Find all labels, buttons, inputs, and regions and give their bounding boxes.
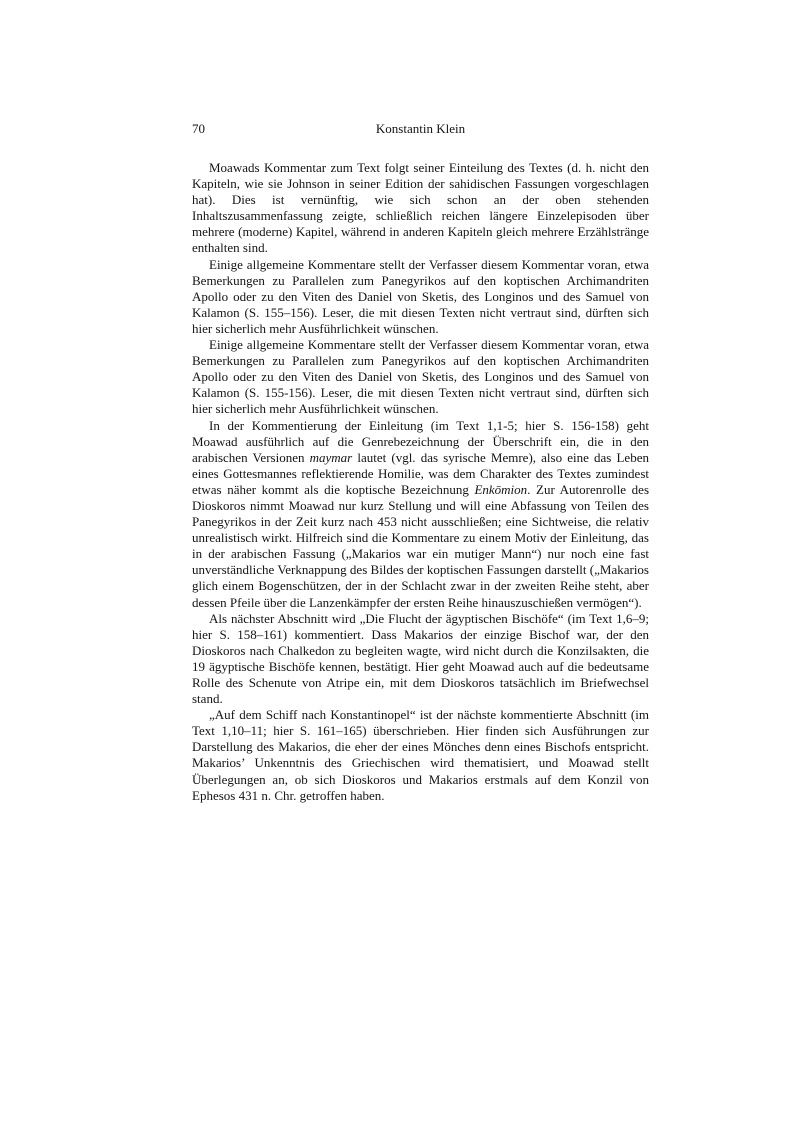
paragraph-3 <box>192 337 649 417</box>
paragraph-5 <box>192 611 649 708</box>
text-run: „Auf dem Schiff nach Konstantinopel“ ist der nächste kommentierte Abschnitt (im Text 1,10–11; hier S. 161–165) überschrieben. Hier finden sich Ausführungen zur Darstellung des Makarios, die eher der eines Mönches denn eines Bischofs entspricht. Makarios’ Unkenntnis des Griechischen wird thematisiert, und Moawad stellt Überlegungen an, ob sich Dioskoros und Makarios erstmals auf dem Konzil von Ephesos 431 n. Chr. getroffen haben. <box>192 707 649 803</box>
italic-term-enkomion: Enkōmion <box>474 481 528 497</box>
text-run: Moawads Kommentar zum Text folgt seiner Einteilung des Textes (d. h. nicht den Kapiteln, wie sie Johnson in seiner Edition der sahidischen Fassungen vorgeschlagen hat). Dies ist vernünftig, wie sich schon an der oben stehenden Inhaltszusammenfassung zeigte, schließlich reichen längere Einzelepisoden über mehrere (moderne) Kapitel, während in anderen Kapiteln gleich mehrere Erzählstränge enthalten sind. <box>192 160 649 256</box>
paragraph-1 <box>192 160 649 257</box>
text-run: lautet (vgl. das syrische Memre), also eine das Leben eines Gottesmannes reflektierende Homilie, was dem Charakter des Textes zumindest etwas näher kommt als die koptische Bezeichnung <box>192 449 649 497</box>
body-text <box>192 160 649 804</box>
page-number: 70 <box>192 121 205 136</box>
paragraph-2 <box>192 257 649 337</box>
text-run: Als nächster Abschnitt wird „Die Flucht der ägyptischen Bischöfe“ (im Text 1,6–9; hier S. 158–161) kommentiert. Dass Makarios der einzige Bischof war, der den Dioskoros nach Chalkedon zu begleiten wagte, wird nicht durch die Konzilsakten, die 19 ägyptische Bischöfe kennen, bestätigt. Hier geht Moawad auch auf die bedeutsame Rolle des Schenute von Atripe ein, mit dem Dioskoros tatsächlich im Briefwechsel stand. <box>192 610 649 707</box>
text-run: Einige allgemeine Kommentare stellt der Verfasser diesem Kommentar voran, etwa Bemerkungen zu Parallelen zum Panegyrikos auf den koptischen Archimandriten Apollo oder zu den Viten des Daniel von Sketis, des Longinos und des Samuel von Kalamon (S. 155–156). Leser, die mit diesen Texten nicht vertraut sind, dürften sich hier sicherlich mehr Ausführlichkeit wünschen. <box>192 256 649 336</box>
text-run: In der Kommentierung der Einleitung (im Text 1,1-5; hier S. 156-158) geht Moawad ausführlich auf die Genrebezeichnung der Überschrift ein, die in den arabischen Versionen <box>192 417 649 465</box>
text-run: . Zur Autorenrolle des Dioskoros nimmt Moawad nur kurz Stellung und will eine Abfassung von Teilen des Panegyrikos in der Zeit kurz nach 453 nicht ausschließen; eine Sichtweise, die relativ unrealistisch wirkt. Hilfreich sind die Kommentare zu einem Motiv der Einleitung, das in der arabischen Fassung („Makarios war ein mutiger Mann“) nur noch eine fast unverständliche Verknappung des Bildes der koptischen Fassungen darstellt („Makarios glich einem Bogenschützen, der in der Schlacht zwar in der zweiten Reihe steht, aber dessen Pfeile über die Lanzenkämpfer der ersten Reihe hinauszuschießen vermögen“). <box>192 481 649 610</box>
paragraph-6 <box>192 707 649 804</box>
text-block <box>192 121 649 804</box>
paragraph-4 <box>192 418 649 611</box>
page-header <box>192 121 649 137</box>
text-run: Einige allgemeine Kommentare stellt der Verfasser diesem Kommentar voran, etwa Bemerkungen zu Parallelen zum Panegyrikos auf den koptischen Archimandriten Apollo oder zu den Viten des Daniel von Sketis, des Longinos und des Samuel von Kalamon (S. 155-156). Leser, die mit diesen Texten nicht vertraut sind, dürften sich hier sicherlich mehr Ausführlichkeit wünschen. <box>192 337 649 417</box>
italic-term-maymar: maymar <box>309 449 353 465</box>
running-header: Konstantin Klein <box>375 121 466 136</box>
